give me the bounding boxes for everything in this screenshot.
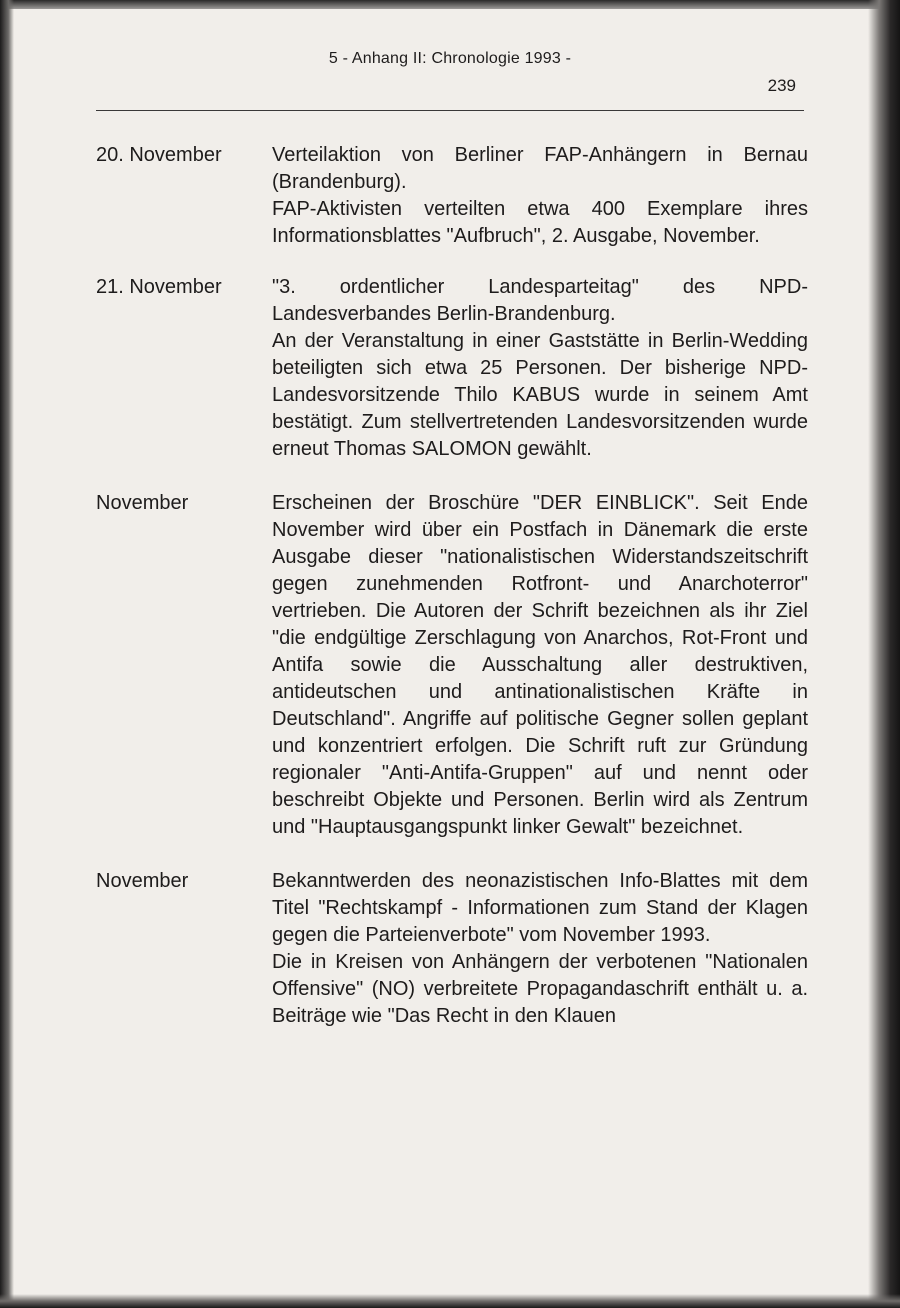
entry-paragraph: An der Veranstaltung in einer Gaststätte in Berlin-Wedding beteiligten sich etwa 25 Personen. Der bisherige NPD-Landesvorsitzende Thilo KABUS wurde in seinem Amt bestätigt. Zum stellvertretenden Landesvorsitzenden wurde erneut Thomas SALOMON gewählt. [272, 330, 808, 460]
entry-date: 21. November [96, 276, 222, 298]
page-number: 239 [767, 76, 796, 95]
entry-paragraph: "3. ordentlicher Landesparteitag" des NPD-Landesverbandes Berlin-Brandenburg. [272, 276, 808, 325]
scan-edge-left [0, 0, 14, 1308]
entry-paragraph: Erscheinen der Broschüre "DER EINBLICK". Seit Ende November wird über ein Postfach in Dänemark die erste Ausgabe dieser "nationalistischen Widerstandszeitschrift gegen zunehmenden Rotfront- und Anarchoterror" vertrieben. Die Autoren der Schrift bezeichnen als ihr Ziel "die endgültige Zerschlagung von Anarchos, Rot-Front und Antifa sowie die Ausschaltung aller destruktiven, antideutschen und antinationalistischen Kräfte in Deutschland". Angriffe auf politische Gegner sollen geplant und konzentriert erfolgen. Die Schrift ruft zur Gründung regionaler "Anti-Antifa-Gruppen" auf und nennt oder beschreibt Objekte und Personen. Berlin wird als Zentrum und "Hauptausgangspunkt linker Gewalt" bezeichnet. [272, 492, 808, 838]
chronology-entry [96, 142, 808, 250]
scan-edge-right [868, 0, 900, 1308]
header-rule [96, 110, 804, 111]
entry-body [272, 868, 808, 1030]
scan-edge-top [0, 0, 900, 9]
entry-body [272, 274, 808, 463]
chronology-entry [96, 868, 808, 1030]
entry-date: 20. November [96, 144, 222, 166]
chronology-entries [96, 142, 808, 1030]
chronology-entry [96, 274, 808, 463]
scan-edge-bottom [0, 1294, 900, 1308]
entry-paragraph: Verteilaktion von Berliner FAP-Anhängern in Bernau (Brandenburg). [272, 144, 808, 193]
entry-date: November [96, 492, 189, 514]
entry-paragraph: Bekanntwerden des neonazistischen Info-Blattes mit dem Titel "Rechtskampf - Informationen zum Stand der Klagen gegen die Parteienverbote" vom November 1993. [272, 870, 808, 946]
entry-date: November [96, 870, 189, 892]
running-head: 5 - Anhang II: Chronologie 1993 - [328, 50, 572, 67]
entry-body [272, 142, 808, 250]
entry-paragraph: Die in Kreisen von Anhängern der verbotenen "Nationalen Offensive" (NO) verbreitete Propagandaschrift enthält u. a. Beiträge wie "Das Recht in den Klauen [272, 951, 808, 1027]
entry-body [272, 490, 808, 841]
chronology-entry [96, 490, 808, 841]
entry-paragraph: FAP-Aktivisten verteilten etwa 400 Exemplare ihres Informationsblattes "Aufbruch", 2. Ausgabe, November. [272, 198, 808, 247]
